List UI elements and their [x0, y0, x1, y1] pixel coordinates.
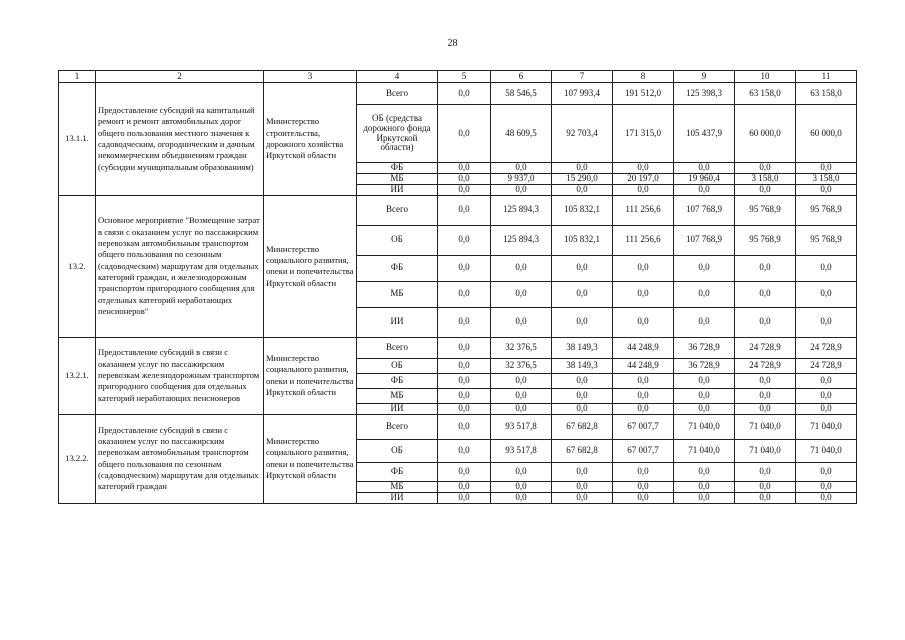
amount-cell: 0,0: [438, 358, 491, 373]
amount-cell: 19 960,4: [674, 173, 735, 184]
item-executor: Министерство строительства, дорожного хозяйства Иркутской области: [264, 83, 357, 196]
item-code: 13.1.1.: [59, 83, 96, 196]
amount-cell: 0,0: [796, 255, 857, 281]
funding-source: ФБ: [357, 163, 438, 174]
amount-cell: 111 256,6: [613, 195, 674, 225]
amount-cell: 0,0: [613, 255, 674, 281]
amount-cell: 0,0: [674, 481, 735, 492]
amount-cell: 0,0: [796, 481, 857, 492]
amount-cell: 0,0: [552, 492, 613, 503]
amount-cell: 36 728,9: [674, 337, 735, 358]
amount-cell: 0,0: [796, 281, 857, 307]
amount-cell: 0,0: [438, 163, 491, 174]
column-number-row: [59, 71, 857, 83]
funding-source: ИИ: [357, 492, 438, 503]
amount-cell: 0,0: [438, 105, 491, 163]
amount-cell: 0,0: [796, 163, 857, 174]
amount-cell: 0,0: [735, 281, 796, 307]
amount-cell: 95 768,9: [735, 195, 796, 225]
funding-source: МБ: [357, 281, 438, 307]
amount-cell: 0,0: [491, 403, 552, 414]
column-number: 2: [96, 71, 264, 83]
item-description: Предоставление субсидий в связи с оказанием услуг по пассажирским перевозкам железнодорожным транспортом пригородного сообщения для отдельных категорий неработающих пенсионеров: [96, 337, 264, 414]
amount-cell: 0,0: [735, 403, 796, 414]
amount-cell: 60 000,0: [735, 105, 796, 163]
amount-cell: 0,0: [796, 492, 857, 503]
amount-cell: 0,0: [552, 281, 613, 307]
amount-cell: 0,0: [674, 403, 735, 414]
amount-cell: 95 768,9: [735, 225, 796, 255]
amount-cell: 125 894,3: [491, 225, 552, 255]
amount-cell: 105 437,9: [674, 105, 735, 163]
amount-cell: 0,0: [674, 307, 735, 337]
funding-source: МБ: [357, 173, 438, 184]
amount-cell: 71 040,0: [674, 414, 735, 439]
amount-cell: 0,0: [438, 225, 491, 255]
column-number: 10: [735, 71, 796, 83]
column-number: 4: [357, 71, 438, 83]
amount-cell: 0,0: [438, 388, 491, 403]
column-number: 7: [552, 71, 613, 83]
column-number: 3: [264, 71, 357, 83]
amount-cell: 0,0: [735, 492, 796, 503]
amount-cell: 0,0: [613, 481, 674, 492]
amount-cell: 125 398,3: [674, 83, 735, 105]
amount-cell: 0,0: [613, 403, 674, 414]
column-number: 6: [491, 71, 552, 83]
amount-cell: 0,0: [674, 255, 735, 281]
column-number: 9: [674, 71, 735, 83]
funding-source: ФБ: [357, 462, 438, 481]
amount-cell: 0,0: [491, 281, 552, 307]
amount-cell: 0,0: [674, 492, 735, 503]
amount-cell: 171 315,0: [613, 105, 674, 163]
amount-cell: 0,0: [613, 184, 674, 195]
amount-cell: 0,0: [438, 481, 491, 492]
amount-cell: 60 000,0: [796, 105, 857, 163]
funding-source: ФБ: [357, 373, 438, 388]
funding-source: ОБ (средства дорожного фонда Иркутской области): [357, 105, 438, 163]
amount-cell: 15 290,0: [552, 173, 613, 184]
amount-cell: 24 728,9: [796, 358, 857, 373]
amount-cell: 0,0: [613, 163, 674, 174]
amount-cell: 0,0: [674, 462, 735, 481]
amount-cell: 0,0: [735, 388, 796, 403]
amount-cell: 0,0: [674, 373, 735, 388]
amount-cell: 105 832,1: [552, 195, 613, 225]
column-number: 5: [438, 71, 491, 83]
column-number: 8: [613, 71, 674, 83]
amount-cell: 0,0: [491, 492, 552, 503]
amount-cell: 93 517,8: [491, 414, 552, 439]
amount-cell: 71 040,0: [674, 439, 735, 462]
amount-cell: 0,0: [491, 462, 552, 481]
amount-cell: 0,0: [438, 83, 491, 105]
amount-cell: 0,0: [438, 439, 491, 462]
column-number: 1: [59, 71, 96, 83]
amount-cell: 0,0: [491, 388, 552, 403]
amount-cell: 105 832,1: [552, 225, 613, 255]
amount-cell: 0,0: [491, 163, 552, 174]
funding-source: ИИ: [357, 307, 438, 337]
amount-cell: 24 728,9: [735, 337, 796, 358]
amount-cell: 0,0: [796, 403, 857, 414]
column-number: 11: [796, 71, 857, 83]
amount-cell: 0,0: [491, 307, 552, 337]
amount-cell: 0,0: [796, 307, 857, 337]
amount-cell: 32 376,5: [491, 358, 552, 373]
amount-cell: 191 512,0: [613, 83, 674, 105]
amount-cell: 0,0: [552, 481, 613, 492]
funding-source: ИИ: [357, 403, 438, 414]
amount-cell: 0,0: [438, 373, 491, 388]
item-executor: Министерство социального развития, опеки и попечительства Иркутской области: [264, 195, 357, 337]
amount-cell: 0,0: [438, 462, 491, 481]
amount-cell: 0,0: [613, 373, 674, 388]
amount-cell: 107 768,9: [674, 195, 735, 225]
amount-cell: 111 256,6: [613, 225, 674, 255]
amount-cell: 0,0: [613, 307, 674, 337]
funding-source: ОБ: [357, 358, 438, 373]
amount-cell: 0,0: [796, 184, 857, 195]
amount-cell: 0,0: [552, 373, 613, 388]
funding-source: МБ: [357, 481, 438, 492]
amount-cell: 0,0: [552, 388, 613, 403]
amount-cell: 67 682,8: [552, 439, 613, 462]
amount-cell: 0,0: [491, 184, 552, 195]
amount-cell: 44 248,9: [613, 337, 674, 358]
amount-cell: 0,0: [552, 163, 613, 174]
amount-cell: 9 937,0: [491, 173, 552, 184]
amount-cell: 3 158,0: [796, 173, 857, 184]
amount-cell: 24 728,9: [796, 337, 857, 358]
amount-cell: 0,0: [552, 462, 613, 481]
amount-cell: 0,0: [735, 481, 796, 492]
funding-source: Всего: [357, 83, 438, 105]
amount-cell: 0,0: [438, 281, 491, 307]
amount-cell: 71 040,0: [796, 414, 857, 439]
amount-cell: 0,0: [491, 373, 552, 388]
amount-cell: 0,0: [552, 255, 613, 281]
item-code: 13.2.: [59, 195, 96, 337]
amount-cell: 71 040,0: [735, 439, 796, 462]
amount-cell: 0,0: [735, 163, 796, 174]
amount-cell: 58 546,5: [491, 83, 552, 105]
amount-cell: 0,0: [438, 173, 491, 184]
funding-source: ФБ: [357, 255, 438, 281]
amount-cell: 71 040,0: [796, 439, 857, 462]
table-row: [59, 83, 857, 105]
amount-cell: 107 768,9: [674, 225, 735, 255]
funding-source: Всего: [357, 195, 438, 225]
item-description: Предоставление субсидий в связи с оказанием услуг по пассажирским перевозкам автомобильным транспортом общего пользования по сезонным (садоводческим) маршрутам для отдельных категорий граждан: [96, 414, 264, 503]
funding-source: Всего: [357, 414, 438, 439]
amount-cell: 0,0: [796, 462, 857, 481]
amount-cell: 63 158,0: [796, 83, 857, 105]
funding-source: МБ: [357, 388, 438, 403]
budget-table: [58, 70, 857, 504]
amount-cell: 0,0: [613, 388, 674, 403]
amount-cell: 0,0: [735, 373, 796, 388]
amount-cell: 0,0: [552, 403, 613, 414]
item-code: 13.2.2.: [59, 414, 96, 503]
amount-cell: 0,0: [613, 281, 674, 307]
amount-cell: 107 993,4: [552, 83, 613, 105]
amount-cell: 0,0: [674, 163, 735, 174]
table-row: [59, 195, 857, 225]
amount-cell: 0,0: [438, 195, 491, 225]
amount-cell: 0,0: [552, 307, 613, 337]
amount-cell: 0,0: [491, 481, 552, 492]
funding-source: ИИ: [357, 184, 438, 195]
item-description: Основное мероприятие "Возмещение затрат в связи с оказанием услуг по пассажирским перевозкам автомобильным транспортом общего пользования по сезонным (садоводческим) маршрутам для отдельных категорий граждан, и железнодорожным транспортом пригородного сообщения для отдельных категорий неработающих пенсионеров": [96, 195, 264, 337]
amount-cell: 95 768,9: [796, 195, 857, 225]
amount-cell: 3 158,0: [735, 173, 796, 184]
amount-cell: 48 609,5: [491, 105, 552, 163]
amount-cell: 36 728,9: [674, 358, 735, 373]
amount-cell: 67 007,7: [613, 414, 674, 439]
table-body: [59, 71, 857, 504]
amount-cell: 0,0: [438, 307, 491, 337]
amount-cell: 93 517,8: [491, 439, 552, 462]
amount-cell: 0,0: [735, 462, 796, 481]
item-description: Предоставление субсидий на капитальный ремонт и ремонт автомобильных дорог общего пользования местного значения к садоводческим, огородническим и дачным некоммерческим объединениям граждан (субсидии муниципальным образованиям): [96, 83, 264, 196]
funding-source: ОБ: [357, 439, 438, 462]
item-code: 13.2.1.: [59, 337, 96, 414]
table-row: [59, 414, 857, 439]
amount-cell: 0,0: [613, 462, 674, 481]
amount-cell: 38 149,3: [552, 358, 613, 373]
amount-cell: 0,0: [438, 337, 491, 358]
amount-cell: 0,0: [438, 184, 491, 195]
amount-cell: 0,0: [674, 281, 735, 307]
item-executor: Министерство социального развития, опеки и попечительства Иркутской области: [264, 337, 357, 414]
amount-cell: 0,0: [438, 255, 491, 281]
amount-cell: 0,0: [796, 373, 857, 388]
amount-cell: 0,0: [552, 184, 613, 195]
amount-cell: 0,0: [613, 492, 674, 503]
table-row: [59, 337, 857, 358]
amount-cell: 0,0: [735, 184, 796, 195]
funding-source: ОБ: [357, 225, 438, 255]
amount-cell: 32 376,5: [491, 337, 552, 358]
amount-cell: 67 007,7: [613, 439, 674, 462]
amount-cell: 63 158,0: [735, 83, 796, 105]
amount-cell: 0,0: [674, 184, 735, 195]
amount-cell: 20 197,0: [613, 173, 674, 184]
item-executor: Министерство социального развития, опеки и попечительства Иркутской области: [264, 414, 357, 503]
amount-cell: 38 149,3: [552, 337, 613, 358]
amount-cell: 0,0: [735, 307, 796, 337]
funding-source: Всего: [357, 337, 438, 358]
amount-cell: 0,0: [735, 255, 796, 281]
amount-cell: 0,0: [491, 255, 552, 281]
amount-cell: 95 768,9: [796, 225, 857, 255]
amount-cell: 92 703,4: [552, 105, 613, 163]
page-number: 28: [447, 38, 458, 49]
amount-cell: 125 894,3: [491, 195, 552, 225]
amount-cell: 24 728,9: [735, 358, 796, 373]
amount-cell: 0,0: [438, 403, 491, 414]
amount-cell: 67 682,8: [552, 414, 613, 439]
amount-cell: 0,0: [674, 388, 735, 403]
amount-cell: 71 040,0: [735, 414, 796, 439]
amount-cell: 0,0: [438, 492, 491, 503]
amount-cell: 44 248,9: [613, 358, 674, 373]
amount-cell: 0,0: [438, 414, 491, 439]
amount-cell: 0,0: [796, 388, 857, 403]
